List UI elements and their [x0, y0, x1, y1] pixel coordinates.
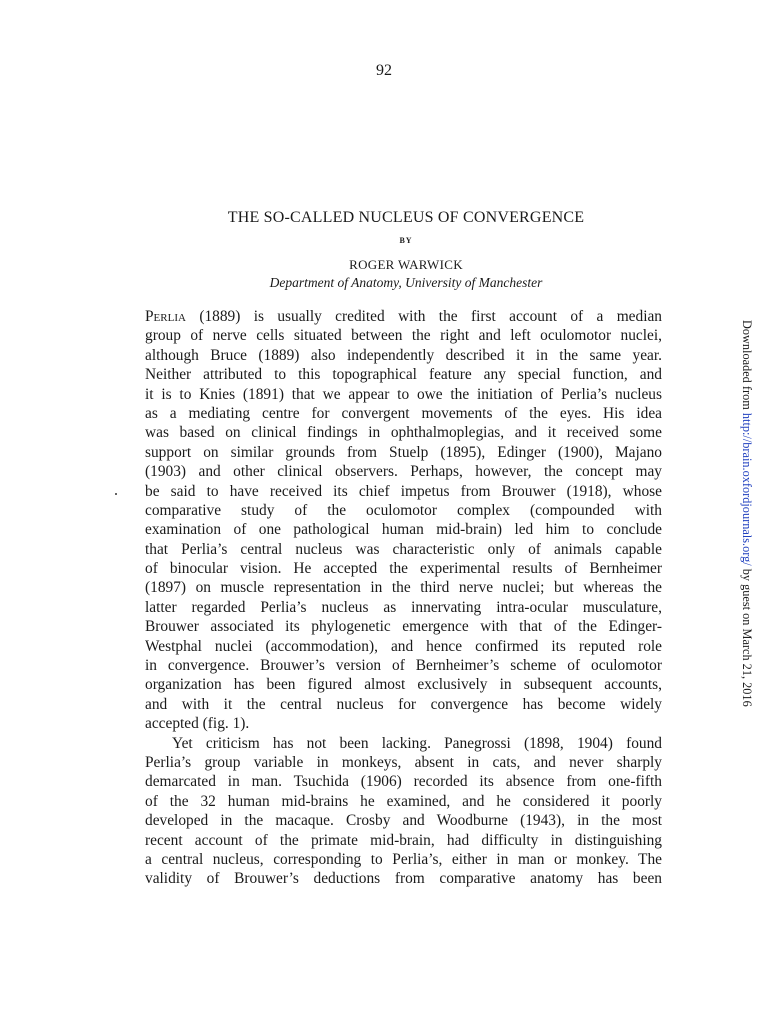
article-title: THE SO-CALLED NUCLEUS OF CONVERGENCE — [227, 209, 585, 226]
paragraph-line: as a mediating centre for convergent movements of the eyes. His idea — [145, 404, 662, 422]
author-name: ROGER WARWICK — [349, 257, 463, 272]
watermark-prefix: Downloaded from — [740, 320, 754, 413]
download-watermark-text — [739, 320, 754, 707]
paragraph-line: (1903) and other clinical observers. Perhaps, however, the concept may — [145, 463, 662, 481]
paragraph-line: support on similar grounds from Stuelp (1895), Edinger (1900), Majano — [145, 443, 662, 461]
byline-label: BY — [399, 236, 413, 245]
paragraph-line: Yet criticism has not been lacking. Panegrossi (1898, 1904) found — [172, 734, 662, 752]
paragraph-line: Neither attributed to this topographical feature any special function, and — [145, 366, 662, 384]
journal-link[interactable]: http://brain.oxfordjournals.org/ — [740, 412, 754, 566]
paragraph-line: examination of one pathological human mid-brain) led him to conclude — [145, 521, 662, 539]
paragraph-line: Perlia’s group variable in monkeys, absent in cats, and never sharply — [145, 753, 662, 771]
paragraph-line: a central nucleus, corresponding to Perlia’s, either in man or monkey. The — [145, 850, 662, 868]
paragraph-line: (1897) on muscle representation in the third nerve nuclei; but whereas the — [145, 579, 662, 597]
paragraph-line: Brouwer associated its phylogenetic emergence with that of the Edinger- — [145, 618, 662, 636]
watermark-suffix: by guest on March 21, 2016 — [740, 565, 754, 707]
paragraph-1 — [145, 307, 662, 734]
paragraph-line: recent account of the primate mid-brain, had difficulty in distinguishing — [145, 831, 662, 849]
paragraph-line: developed in the macaque. Crosby and Woodburne (1943), in the most — [145, 812, 662, 830]
margin-speck — [115, 493, 117, 495]
download-watermark — [733, 320, 761, 707]
paragraph-line: latter regarded Perlia’s nucleus as innervating intra-ocular musculature, — [145, 598, 662, 616]
paragraph-line: accepted (fig. 1). — [145, 715, 250, 733]
paragraph-2 — [145, 734, 662, 889]
paragraph-line: organization has been figured almost exclusively in subsequent accounts, — [145, 676, 662, 694]
paragraph-line: of binocular vision. He accepted the experimental results of Bernheimer — [145, 560, 662, 578]
paragraph-line: comparative study of the oculomotor complex (compounded with — [145, 501, 662, 519]
first-line-text: (1889) is usually credited with the first account of a median — [185, 308, 662, 325]
page-number: 92 — [376, 62, 392, 79]
paragraph-line: was based on clinical findings in ophthalmoplegias, and it received some — [145, 424, 662, 442]
paragraph-line: group of nerve cells situated between the right and left oculomotor nuclei, — [145, 327, 662, 345]
article-body — [145, 307, 662, 889]
paragraph-line: in convergence. Brouwer’s version of Bernheimer’s scheme of oculomotor — [145, 657, 662, 675]
paragraph-line: be said to have received its chief impetus from Brouwer (1918), whose — [145, 482, 662, 500]
paragraph-line: validity of Brouwer’s deductions from comparative anatomy has been — [145, 870, 662, 888]
lead-word: Perlia — [145, 308, 186, 325]
paragraph-line: that Perlia’s central nucleus was characteristic only of animals capable — [145, 540, 662, 558]
paragraph-line — [145, 307, 662, 326]
paragraph-line: Westphal nuclei (accommodation), and hence confirmed its reputed role — [145, 637, 662, 655]
paragraph-line: it is to Knies (1891) that we appear to owe the initiation of Perlia’s nucleus — [145, 385, 662, 403]
author-affiliation: Department of Anatomy, University of Manchester — [269, 275, 543, 290]
paragraph-line: although Bruce (1889) also independently described it in the same year. — [145, 346, 662, 364]
paragraph-line: and with it the central nucleus for convergence has become widely — [145, 695, 662, 713]
paragraph-line: demarcated in man. Tsuchida (1906) recorded its absence from one-fifth — [145, 773, 662, 791]
paragraph-line: of the 32 human mid-brains he examined, and he considered it poorly — [145, 792, 662, 810]
